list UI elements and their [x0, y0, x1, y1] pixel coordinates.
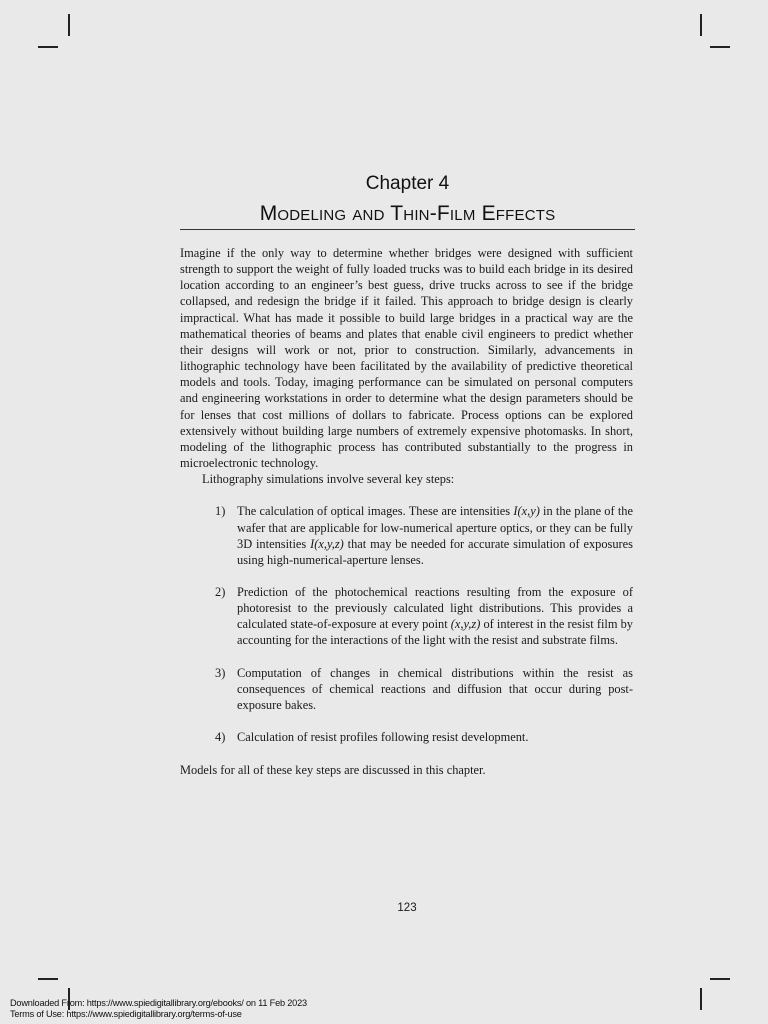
chapter-label: Chapter 4 [365, 173, 450, 194]
step-number: 4) [215, 730, 226, 745]
step-text: Calculation of resist profiles following resist development. [237, 730, 529, 745]
step-text: The calculation of optical images. These are intensities [237, 504, 514, 519]
chapter-body [180, 245, 633, 778]
footer-download-line: Downloaded From: https://www.spiedigitallibrary.org/ebooks/ on 11 Feb 2023 [10, 998, 307, 1008]
footer-terms-line: Terms of Use: https://www.spiedigitallibrary.org/terms-of-use [10, 1009, 242, 1019]
crop-mark-top-left-horizontal [38, 46, 58, 48]
step-number: 1) [215, 504, 226, 519]
intro-paragraph: Imagine if the only way to determine whether bridges were designed with sufficient strength to support the weight of fully loaded trucks was to build each bridge in its desired location according to an engineer’s best guess, drive trucks across to see if the bridge collapsed, and redesign the bridge if it failed. This approach to bridge design is clearly impractical. What has made it possible to build large bridges in a practical way are the mathematical theories of beams and plates that enable civil engineers to predict whether their designs will work or not, prior to construction. Similarly, advancements in lithographic technology have been facilitated by the availability of predictive theoretical models and tools. Today, imaging performance can be simulated on personal computers and engineering workstations in order to determine what the design parameters should be for lenses that cost millions of dollars to fabricate. Process options can be explored extensively without building large numbers of extremely expensive photomasks. In short, modeling of the lithographic process has contributed substantially to the progress in microelectronic technology. [180, 246, 633, 471]
list-item [180, 503, 633, 568]
step-text: that may be needed for accurate simulation of exposures using high-numerical-aperture lenses. [237, 536, 634, 567]
math-expression: I(x,y,z) [310, 536, 344, 551]
steps-intro-paragraph: Lithography simulations involve several key steps: [202, 472, 455, 487]
steps-list [180, 503, 633, 745]
step-text: of interest in the resist film by accounting for the interactions of the light with the resist and substrate films. [237, 617, 633, 648]
step-text: Computation of changes in chemical distributions within the resist as consequences of chemical reactions and diffusion that occur during post-exposure bakes. [237, 665, 633, 712]
crop-mark-top-left-vertical [68, 14, 70, 36]
math-expression: I(x,y) [513, 504, 540, 519]
title-rule [180, 229, 635, 230]
list-item [180, 584, 633, 649]
step-text: Prediction of the photochemical reactions resulting from the exposure of photoresist to the previously calculated light distributions. This provides a calculated state-of-exposure at every point [237, 584, 633, 632]
download-footer [10, 998, 307, 1020]
list-item [180, 729, 633, 745]
step-text: in the plane of the wafer that are applicable for low-numerical aperture optics, or they can be fully 3D intensities [237, 504, 633, 551]
step-number: 3) [215, 665, 226, 680]
math-expression: (x,y,z) [450, 617, 481, 632]
crop-mark-top-right-vertical [700, 14, 702, 36]
crop-mark-bottom-right-horizontal [710, 978, 730, 980]
crop-mark-top-right-horizontal [710, 46, 730, 48]
chapter-title: Modeling and Thin-Film Effects [259, 202, 556, 225]
page-number: 123 [397, 902, 417, 914]
crop-mark-bottom-left-horizontal [38, 978, 58, 980]
step-number: 2) [215, 584, 226, 599]
closing-paragraph: Models for all of these key steps are discussed in this chapter. [180, 763, 486, 778]
crop-mark-bottom-right-vertical [700, 988, 702, 1010]
list-item [180, 665, 633, 713]
